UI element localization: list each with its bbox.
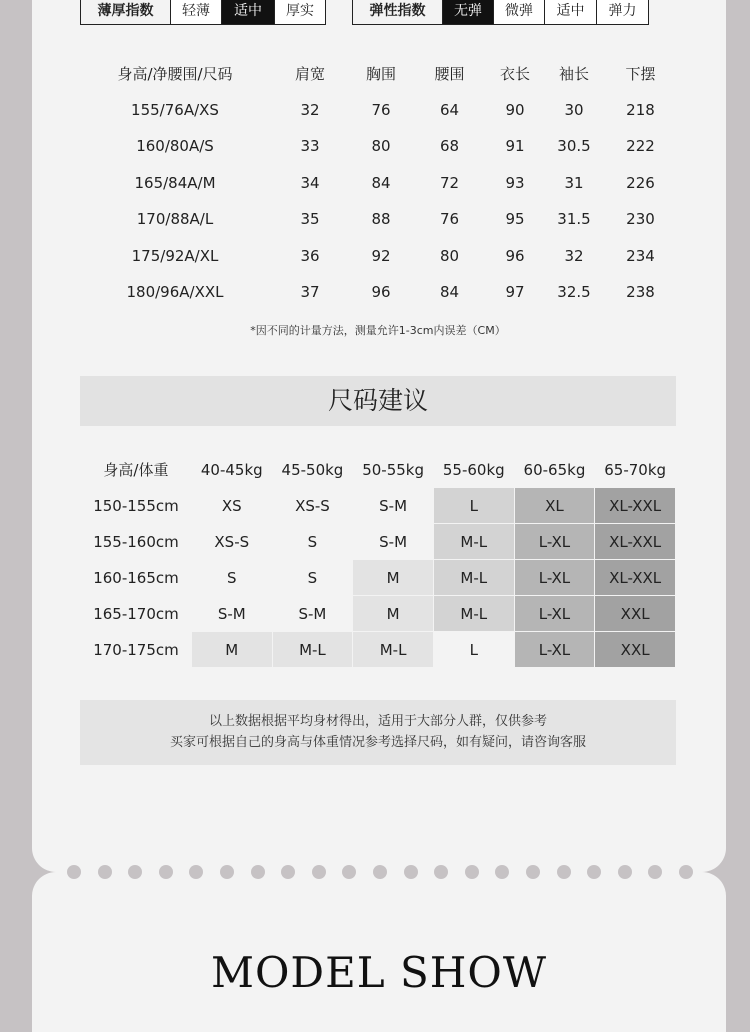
- thickness-option: 轻薄: [170, 0, 221, 24]
- size-chart-row: [80, 238, 676, 275]
- size-chart-cell: 32: [300, 100, 320, 119]
- measurement-note: *因不同的计量方法，测量允许1-3cm内误差（CM）: [250, 324, 506, 337]
- thickness-indicator: [80, 0, 326, 25]
- size-chart-cell: 32.5: [557, 283, 591, 302]
- size-chart-cell: 34: [300, 173, 320, 192]
- size-chart-cell: 84: [371, 173, 391, 192]
- recommendation-cell: L-XL: [515, 596, 595, 631]
- size-chart-cell: 80: [371, 137, 391, 156]
- recommendation-row: [81, 560, 675, 595]
- elasticity-option: 微弹: [493, 0, 544, 24]
- recommendation-cell: XL-XXL: [595, 524, 675, 559]
- advice-line: 以上数据根据平均身材得出，适用于大部分人群，仅供参考: [208, 714, 547, 729]
- size-chart-row: [80, 92, 676, 129]
- recommendation-header: 40-45kg: [200, 460, 263, 479]
- size-recommendation-title: 尺码建议: [80, 376, 676, 426]
- recommendation-header: 身高/体重: [103, 461, 169, 479]
- size-chart-cell: 88: [371, 210, 391, 229]
- size-chart-cell: 160/80A/S: [136, 137, 214, 156]
- recommendation-cell: XL: [515, 488, 595, 523]
- size-chart-cell: 76: [371, 100, 391, 119]
- recommendation-cell: M-L: [273, 632, 353, 667]
- recommendation-cell: L-XL: [515, 560, 595, 595]
- size-chart-cell: 97: [505, 283, 525, 302]
- recommendation-cell: L-XL: [515, 524, 595, 559]
- size-chart-cell: 96: [505, 246, 525, 265]
- perforation-dot: [189, 865, 203, 879]
- size-chart-cell: 84: [439, 283, 460, 302]
- recommendation-height: 160-165cm: [93, 568, 179, 587]
- recommendation-cell: M-L: [353, 632, 433, 667]
- perforation-dot: [434, 865, 448, 879]
- size-chart-cell: 238: [626, 283, 655, 302]
- size-chart-cell: 91: [505, 137, 525, 156]
- perforation-dot: [648, 865, 662, 879]
- perforation-dot: [342, 865, 356, 879]
- perforation-dot: [526, 865, 540, 879]
- recommendation-height: 150-155cm: [93, 496, 179, 515]
- size-chart-cell: 90: [505, 100, 525, 119]
- recommendation-cell: M-L: [434, 596, 514, 631]
- recommendation-height: 165-170cm: [93, 604, 179, 623]
- thickness-label: 薄厚指数: [81, 0, 170, 24]
- size-chart-cell: 226: [626, 173, 655, 192]
- recommendation-header: 50-55kg: [362, 460, 424, 479]
- recommendation-cell: S: [273, 560, 353, 595]
- perforation-dot: [618, 865, 632, 879]
- recommendation-row: [81, 488, 675, 523]
- size-chart-row: [80, 201, 676, 238]
- recommendation-height: 155-160cm: [93, 532, 179, 551]
- thickness-option: 适中: [221, 0, 274, 24]
- size-chart-header: 下摆: [625, 64, 656, 83]
- size-chart-cell: 31: [564, 173, 584, 192]
- recommendation-header: 65-70kg: [604, 460, 667, 479]
- size-chart-header: 腰围: [434, 64, 465, 83]
- recommendation-cell: XL-XXL: [595, 560, 675, 595]
- size-chart-cell: 96: [371, 283, 391, 302]
- recommendation-cell: L-XL: [515, 632, 595, 667]
- perforation-dot: [251, 865, 265, 879]
- size-chart-cell: 30: [564, 100, 584, 119]
- perforation-dot: [159, 865, 173, 879]
- size-chart-cell: 80: [439, 246, 460, 265]
- size-chart-cell: 218: [626, 100, 655, 119]
- recommendation-cell: M: [353, 596, 433, 631]
- model-show-heading: MODEL SHOW: [210, 948, 547, 997]
- elasticity-option: 适中: [544, 0, 596, 24]
- perforation-dot: [220, 865, 234, 879]
- size-chart-cell: 37: [300, 283, 320, 302]
- size-chart-header: 袖长: [558, 64, 589, 83]
- recommendation-cell: XL-XXL: [595, 488, 675, 523]
- elasticity-option: 无弹: [442, 0, 493, 24]
- elasticity-label: 弹性指数: [353, 0, 442, 24]
- advice-line: 买家可根据自己的身高与体重情况参考选择尺码，如有疑问，请咨询客服: [169, 735, 586, 750]
- size-chart-row: [80, 274, 676, 311]
- perforation-dot: [404, 865, 418, 879]
- recommendation-cell: S-M: [273, 596, 353, 631]
- size-chart-cell: 170/88A/L: [136, 210, 214, 229]
- recommendation-cell: XXL: [595, 596, 675, 631]
- recommendation-cell: L: [434, 488, 514, 523]
- size-chart-cell: 31.5: [557, 210, 591, 229]
- perforation-dot: [557, 865, 571, 879]
- recommendation-cell: XXL: [595, 632, 675, 667]
- thickness-option: 厚实: [274, 0, 325, 24]
- size-chart-row: [80, 128, 676, 165]
- recommendation-header: 45-50kg: [281, 460, 344, 479]
- size-chart-cell: 230: [626, 210, 655, 229]
- size-chart-cell: 155/76A/XS: [131, 100, 219, 119]
- size-chart-cell: 93: [505, 173, 525, 192]
- size-chart-cell: 32: [564, 246, 584, 265]
- recommendation-cell: M: [353, 560, 433, 595]
- size-chart-row: [80, 165, 676, 202]
- recommendation-cell: XS: [192, 488, 272, 523]
- perforation-dot: [373, 865, 387, 879]
- perforation-dot: [281, 865, 295, 879]
- size-chart-cell: 64: [439, 100, 460, 119]
- size-chart-table: [80, 55, 676, 311]
- size-chart-cell: 30.5: [557, 137, 591, 156]
- recommendation-row: [81, 524, 675, 559]
- elasticity-option: 弹力: [596, 0, 648, 24]
- recommendation-header: 55-60kg: [442, 460, 505, 479]
- size-chart-cell: 35: [300, 210, 320, 229]
- recommendation-row: [81, 632, 675, 667]
- size-chart-cell: 222: [626, 137, 655, 156]
- recommendation-cell: XS-S: [273, 488, 353, 523]
- size-chart-header: 胸围: [365, 64, 396, 83]
- recommendation-cell: XS-S: [192, 524, 272, 559]
- size-chart-cell: 234: [626, 246, 655, 265]
- recommendation-cell: S-M: [353, 488, 433, 523]
- recommendation-cell: S: [192, 560, 272, 595]
- recommendation-cell: M-L: [434, 560, 514, 595]
- size-advice-box: [80, 700, 676, 765]
- size-chart-cell: 92: [371, 246, 391, 265]
- size-chart-header: 衣长: [499, 64, 530, 83]
- perforation-dot: [98, 865, 112, 879]
- size-chart-cell: 180/96A/XXL: [126, 283, 224, 302]
- size-recommendation-table: [80, 451, 676, 668]
- size-chart-cell: 68: [439, 137, 460, 156]
- size-chart-cell: 175/92A/XL: [131, 246, 219, 265]
- size-chart-header: 肩宽: [294, 64, 325, 83]
- perforation-dot: [465, 865, 479, 879]
- size-chart-header-row: [80, 55, 676, 92]
- recommendation-height: 170-175cm: [93, 640, 179, 659]
- size-chart-cell: 95: [505, 210, 525, 229]
- perforation-dot: [128, 865, 142, 879]
- recommendation-cell: S-M: [192, 596, 272, 631]
- size-chart-cell: 36: [300, 246, 320, 265]
- perforation-dot: [587, 865, 601, 879]
- perforation-dots: [0, 864, 750, 880]
- size-chart-cell: 72: [439, 173, 460, 192]
- size-chart-header: 身高/净腰围/尺码: [117, 64, 233, 83]
- perforation-dot: [312, 865, 326, 879]
- size-chart-cell: 76: [439, 210, 460, 229]
- perforation-dot: [679, 865, 693, 879]
- recommendation-header-row: [81, 452, 675, 487]
- recommendation-cell: M: [192, 632, 272, 667]
- size-chart-cell: 165/84A/M: [134, 173, 216, 192]
- perforation-dot: [495, 865, 509, 879]
- recommendation-cell: L: [434, 632, 514, 667]
- recommendation-cell: M-L: [434, 524, 514, 559]
- recommendation-cell: S-M: [353, 524, 433, 559]
- elasticity-indicator: [352, 0, 649, 25]
- recommendation-cell: S: [273, 524, 353, 559]
- perforation-dot: [67, 865, 81, 879]
- size-chart-cell: 33: [300, 137, 320, 156]
- recommendation-header: 60-65kg: [523, 460, 586, 479]
- recommendation-row: [81, 596, 675, 631]
